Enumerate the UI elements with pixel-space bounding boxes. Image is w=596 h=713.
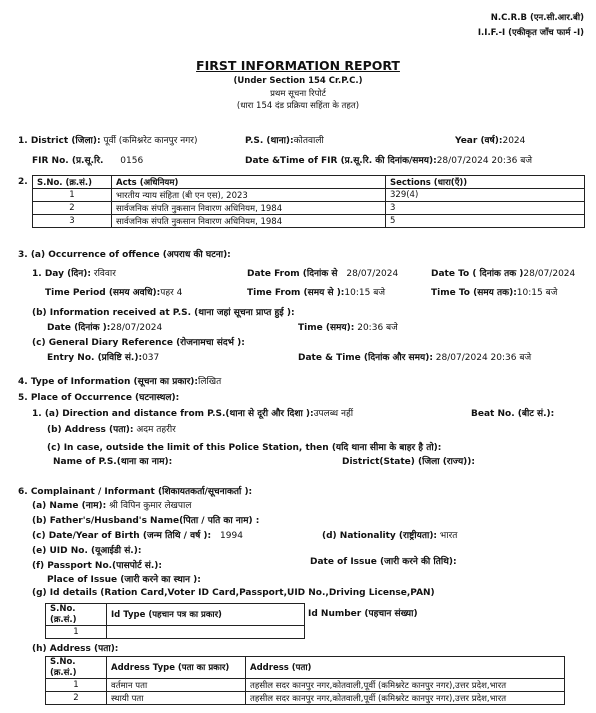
time-from-label: Time From (समय से ): [247, 288, 345, 298]
subtitle-dhara: (धारा 154 दंड प्रक्रिया सहिंता के तहत) [236, 101, 360, 111]
time-period-value: पहर 4 [160, 288, 183, 298]
address-col-sno: S.No.(क्र.सं.) [46, 657, 107, 679]
time-from-value: 10:15 बजे [344, 288, 386, 298]
info-type-label: 4. Type of Information (सूचना का प्रकार): [18, 377, 199, 387]
id-col-type: Id Type (पहचान पत्र का प्रकार) [107, 604, 305, 626]
direction-label: 1. (a) Direction and distance from P.S.(थाना से दूरी और दिशा ): [32, 409, 314, 419]
info-type-row [18, 374, 221, 387]
name-label: (a) Name (नाम): [32, 501, 107, 511]
dob-value: 1994 [220, 531, 243, 541]
id-cell: 1 [46, 626, 107, 639]
address-heading: (h) Address (पता): [32, 644, 119, 654]
address-cell: 2 [46, 692, 107, 705]
address-row [47, 422, 176, 435]
address-header-row [46, 657, 565, 679]
acts-cell: भारतीय न्याय संहिता (बी एन एस), 2023 [112, 189, 386, 202]
address-cell: वर्तमान पता [107, 679, 246, 692]
acts-cell: 3 [33, 215, 112, 228]
outside-limit-label: (c) In case, outside the limit of this Police Station, then (यदि थाना सीमा के बाहर है तो): [47, 443, 442, 453]
ncrb-header: N.C.R.B (एन.सी.आर.बी) [490, 13, 584, 23]
day-label: 1. Day (दिन): [32, 269, 92, 279]
id-table [45, 603, 305, 639]
time-from-row [247, 285, 385, 298]
ps-row [245, 133, 324, 146]
table-row [33, 202, 585, 215]
info-date-label: Date (दिनांक ): [47, 323, 111, 333]
gd-entry-label: Entry No. (प्रविष्टि सं.): [47, 353, 143, 363]
id-details-label: (g) Id details (Ration Card,Voter ID Card,Passport,UID No.,Driving License,PAN) [32, 588, 435, 598]
info-time-row [298, 320, 398, 333]
time-to-row [431, 285, 557, 298]
fir-value: 0156 [120, 156, 144, 166]
table-row [46, 679, 565, 692]
acts-cell: सार्वजनिक संपति नुकसान निवारण अधिनियम, 1984 [112, 202, 386, 215]
gd-reference-label: (c) General Diary Reference (रोजनामचा संदर्भ ): [32, 338, 245, 348]
date-from-value: 28/07/2024 [346, 269, 399, 279]
father-label: (b) Father's/Husband's Name(पिता / पति का नाम) : [32, 516, 260, 526]
year-row [455, 133, 525, 146]
dob-row [32, 528, 243, 541]
acts-cell: सार्वजनिक संपति नुकसान निवारण अधिनियम, 1984 [112, 215, 386, 228]
acts-col-act: Acts (अधिनियम) [112, 176, 386, 189]
district-label: 1. District (जिला): [18, 136, 101, 146]
info-received-label: (b) Information received at P.S. (थाना जहां सूचना प्राप्त हुई ): [32, 308, 295, 318]
gd-entry-value: 037 [142, 353, 160, 363]
id-header-row [46, 604, 305, 626]
address-value: अदम तहरीर [136, 425, 176, 435]
info-time-label: Time (समय): [298, 323, 355, 333]
acts-header-row [33, 176, 585, 189]
id-cell [107, 626, 305, 639]
passport-label: (f) Passport No.(पासपोर्ट सं.): [32, 561, 163, 571]
ps-label: P.S. (थाना): [245, 136, 294, 146]
nationality-label: (d) Nationality (राष्ट्रीयता): [322, 531, 438, 541]
date-from-label: Date From (दिनांक से [247, 269, 338, 279]
dob-label: (c) Date/Year of Birth (जन्म तिथि / वर्ष ): [32, 531, 212, 541]
gd-datetime-value: 28/07/2024 20:36 बजे [435, 353, 532, 363]
nationality-row [322, 528, 457, 541]
occurrence-heading: 3. (a) Occurrence of offence (अपराध की घटना): [18, 250, 231, 260]
id-col-sno: S.No.(क्र.सं.) [46, 604, 107, 626]
acts-col-sections: Sections (धारा(एँ)) [386, 176, 585, 189]
address-cell: 1 [46, 679, 107, 692]
year-label: Year (वर्ष): [455, 136, 503, 146]
table-row [33, 215, 585, 228]
acts-cell: 5 [386, 215, 585, 228]
id-col-number: Id Number (पहचान संख्या) [308, 609, 418, 619]
fir-row [32, 153, 143, 166]
fir-datetime-value: 28/07/2024 20:36 बजे [436, 156, 533, 166]
place-heading: 5. Place of Occurrence (घटनास्थल): [18, 393, 180, 403]
district-value: पूर्वी (कमिश्नरेट कानपुर नगर) [103, 136, 198, 146]
acts-cell: 1 [33, 189, 112, 202]
acts-cell: 3 [386, 202, 585, 215]
day-value: रविवार [93, 269, 116, 279]
acts-cell: 2 [33, 202, 112, 215]
info-date-value: 28/07/2024 [110, 323, 163, 333]
ps-value: कोतवाली [293, 136, 324, 146]
direction-row [32, 406, 353, 419]
issue-date-label: Date of Issue (जारी करने की तिथि): [310, 557, 457, 567]
gd-datetime-label: Date & Time (दिनांक और समय): [298, 353, 433, 363]
table-row [46, 692, 565, 705]
date-to-row [431, 266, 575, 279]
table-row [33, 189, 585, 202]
address-col-type: Address Type (पता का प्रकार) [107, 657, 246, 679]
fir-label: FIR No. (प्र.सू.रि. [32, 156, 104, 166]
gd-entry-row [47, 350, 159, 363]
beat-label: Beat No. (बीट सं.): [471, 409, 555, 419]
time-to-value: 10:15 बजे [516, 288, 558, 298]
time-period-label: Time Period (समय अवधि): [45, 288, 161, 298]
direction-value: उपलब्ध नहीं [313, 409, 354, 419]
address-col-address: Address (पता) [246, 657, 565, 679]
complainant-heading: 6. Complainant / Informant (शिकायतकर्ता/सूचनाकर्ता ): [18, 487, 253, 497]
subtitle-section: (Under Section 154 Cr.P.C.) [233, 76, 363, 86]
date-from-row [247, 266, 398, 279]
info-date-row [47, 320, 162, 333]
acts-cell: 329(4) [386, 189, 585, 202]
uid-label: (e) UID No. (यूआईडी सं.): [32, 546, 142, 556]
gd-datetime-row [298, 350, 531, 363]
address-cell: तहसील सदर कानपुर नगर,कोतवाली,पूर्वी (कमिश्नरेट कानपुर नगर),उत्तर प्रदेश,भारत [246, 692, 565, 705]
address-cell: स्थायी पता [107, 692, 246, 705]
year-value: 2024 [502, 136, 526, 146]
fir-datetime-label: Date &Time of FIR (प्र.सू.रि. की दिनांक/समय): [245, 156, 437, 166]
subtitle-hindi: प्रथम सूचना रिपोर्ट [270, 89, 326, 99]
address-cell: तहसील सदर कानपुर नगर,कोतवाली,पूर्वी (कमिश्नरेट कानपुर नगर),उत्तर प्रदेश,भारत [246, 679, 565, 692]
time-to-label: Time To (समय तक): [431, 288, 517, 298]
iif-header: I.I.F.-I (एकीकृत जाँच फार्म -I) [477, 28, 584, 38]
place-issue-label: Place of Issue (जारी करने का स्थान ): [47, 575, 201, 585]
date-to-label: Date To ( दिनांक तक ) [431, 269, 524, 279]
district-state-label: District(State) (जिला (राज्य)): [342, 457, 476, 467]
fir-datetime-row [245, 153, 532, 166]
section-2-number: 2. [18, 177, 28, 187]
day-row [32, 266, 116, 279]
district-row [18, 133, 198, 146]
acts-col-sno: S.No. (क्र.सं.) [33, 176, 112, 189]
nationality-value: भारत [439, 531, 458, 541]
page-title: FIRST INFORMATION REPORT [196, 58, 400, 73]
info-time-value: 20:36 बजे [357, 323, 398, 333]
name-row [32, 498, 191, 511]
acts-table [32, 175, 585, 228]
name-value: श्री विपिन कुमार लेखपाल [109, 501, 192, 511]
address-label: (b) Address (पता): [47, 425, 134, 435]
date-to-value: 28/07/2024 [523, 269, 576, 279]
info-type-value: लिखित [198, 377, 222, 387]
ps-name-label: Name of P.S.(थाना का नाम): [53, 457, 173, 467]
time-period-row [45, 285, 182, 298]
table-row [46, 626, 305, 639]
address-table [45, 656, 565, 705]
